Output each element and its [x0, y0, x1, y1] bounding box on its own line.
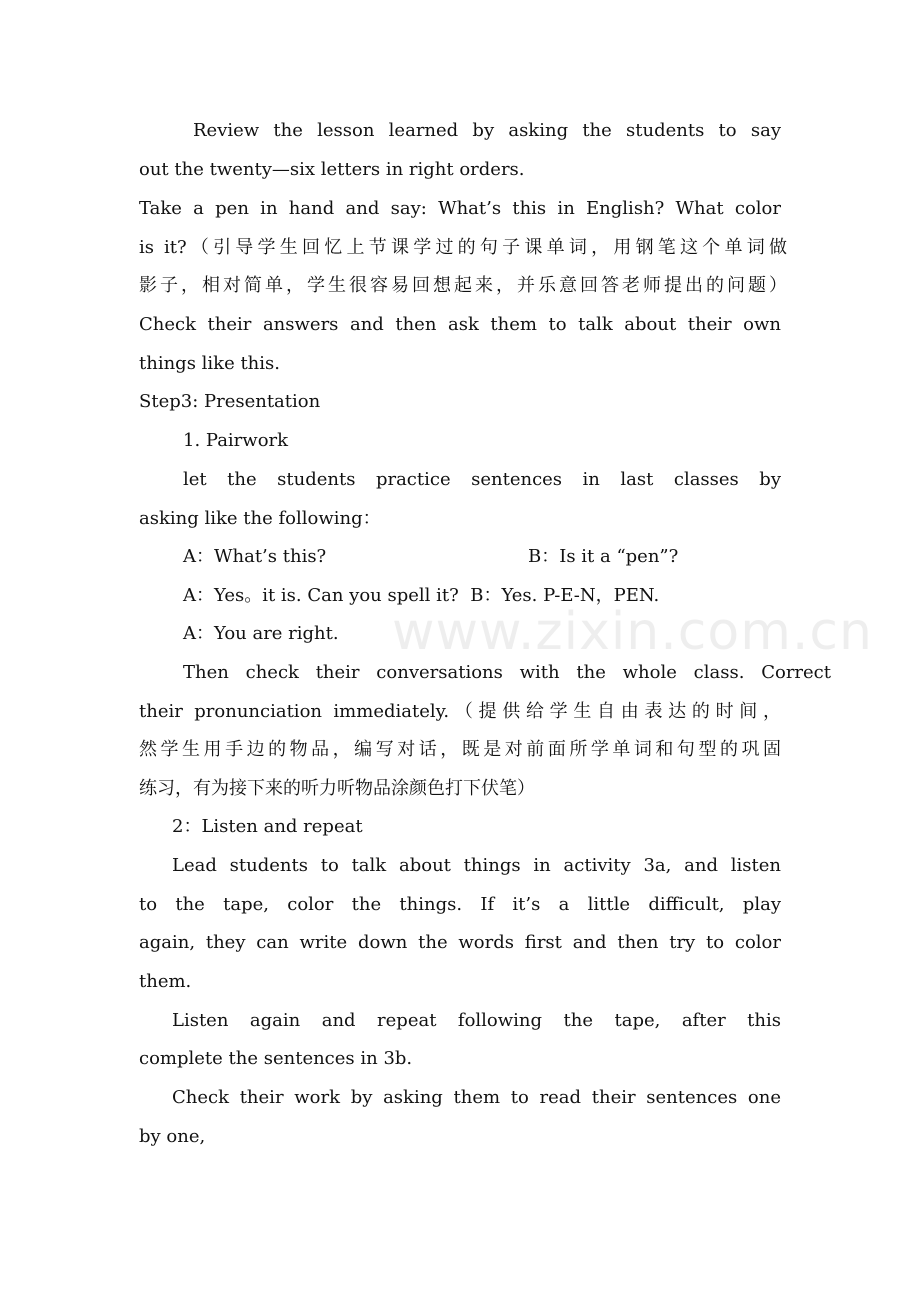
subsection-heading: 2：Listen and repeat — [172, 816, 363, 837]
subsection-heading: 1. Pairwork — [183, 430, 289, 451]
text-line: 练习，有为接下来的听力听物品涂颜色打下伏笔） — [139, 778, 535, 799]
text-line: their pronunciation immediately.（提供给学生自由表达的时间， — [139, 701, 781, 722]
section-heading: Step3: Presentation — [139, 391, 321, 412]
text-line: again, they can write down the words first and then try to color — [139, 932, 781, 953]
text-line: them. — [139, 971, 192, 992]
text-line: Check their answers and then ask them to talk about their own — [139, 314, 781, 335]
text-line: Check their work by asking them to read their sentences one — [172, 1087, 781, 1108]
text-line: 然学生用手边的物品，编写对话，既是对前面所学单词和句型的巩固 — [139, 739, 781, 760]
dialogue-line: A：Yes。it is. Can you spell it? B：Yes. P-E-N，PEN. — [183, 585, 660, 606]
dialogue-line: B：Is it a “pen”? — [528, 546, 679, 567]
text-line: Lead students to talk about things in activity 3a, and listen — [172, 855, 781, 876]
text-line: is it?（引导学生回忆上节课学过的句子课单词，用钢笔这个单词做 — [139, 237, 787, 258]
text-line: Listen again and repeat following the tape, after this — [172, 1010, 781, 1031]
text-line: Review the lesson learned by asking the students to say — [193, 120, 781, 141]
dialogue-line: A：What’s this? — [183, 546, 327, 567]
text-line: asking like the following： — [139, 508, 381, 529]
text-line: 影子，相对简单，学生很容易回想起来，并乐意回答老师提出的问题） — [139, 275, 787, 296]
text-line: Take a pen in hand and say: What’s this in English? What color — [139, 198, 781, 219]
dialogue-line: A：You are right. — [183, 623, 339, 644]
text-line: to the tape, color the things. If it’s a little difficult, play — [139, 894, 781, 915]
text-line: let the students practice sentences in last classes by — [183, 469, 781, 490]
text-line: things like this. — [139, 353, 280, 374]
text-line: by one, — [139, 1126, 206, 1147]
text-line: complete the sentences in 3b. — [139, 1048, 413, 1069]
text-line: out the twenty—six letters in right orders. — [139, 159, 525, 180]
watermark: www.zixin.com.cn — [392, 602, 873, 662]
text-line: Then check their conversations with the whole class. Correct — [183, 662, 831, 683]
